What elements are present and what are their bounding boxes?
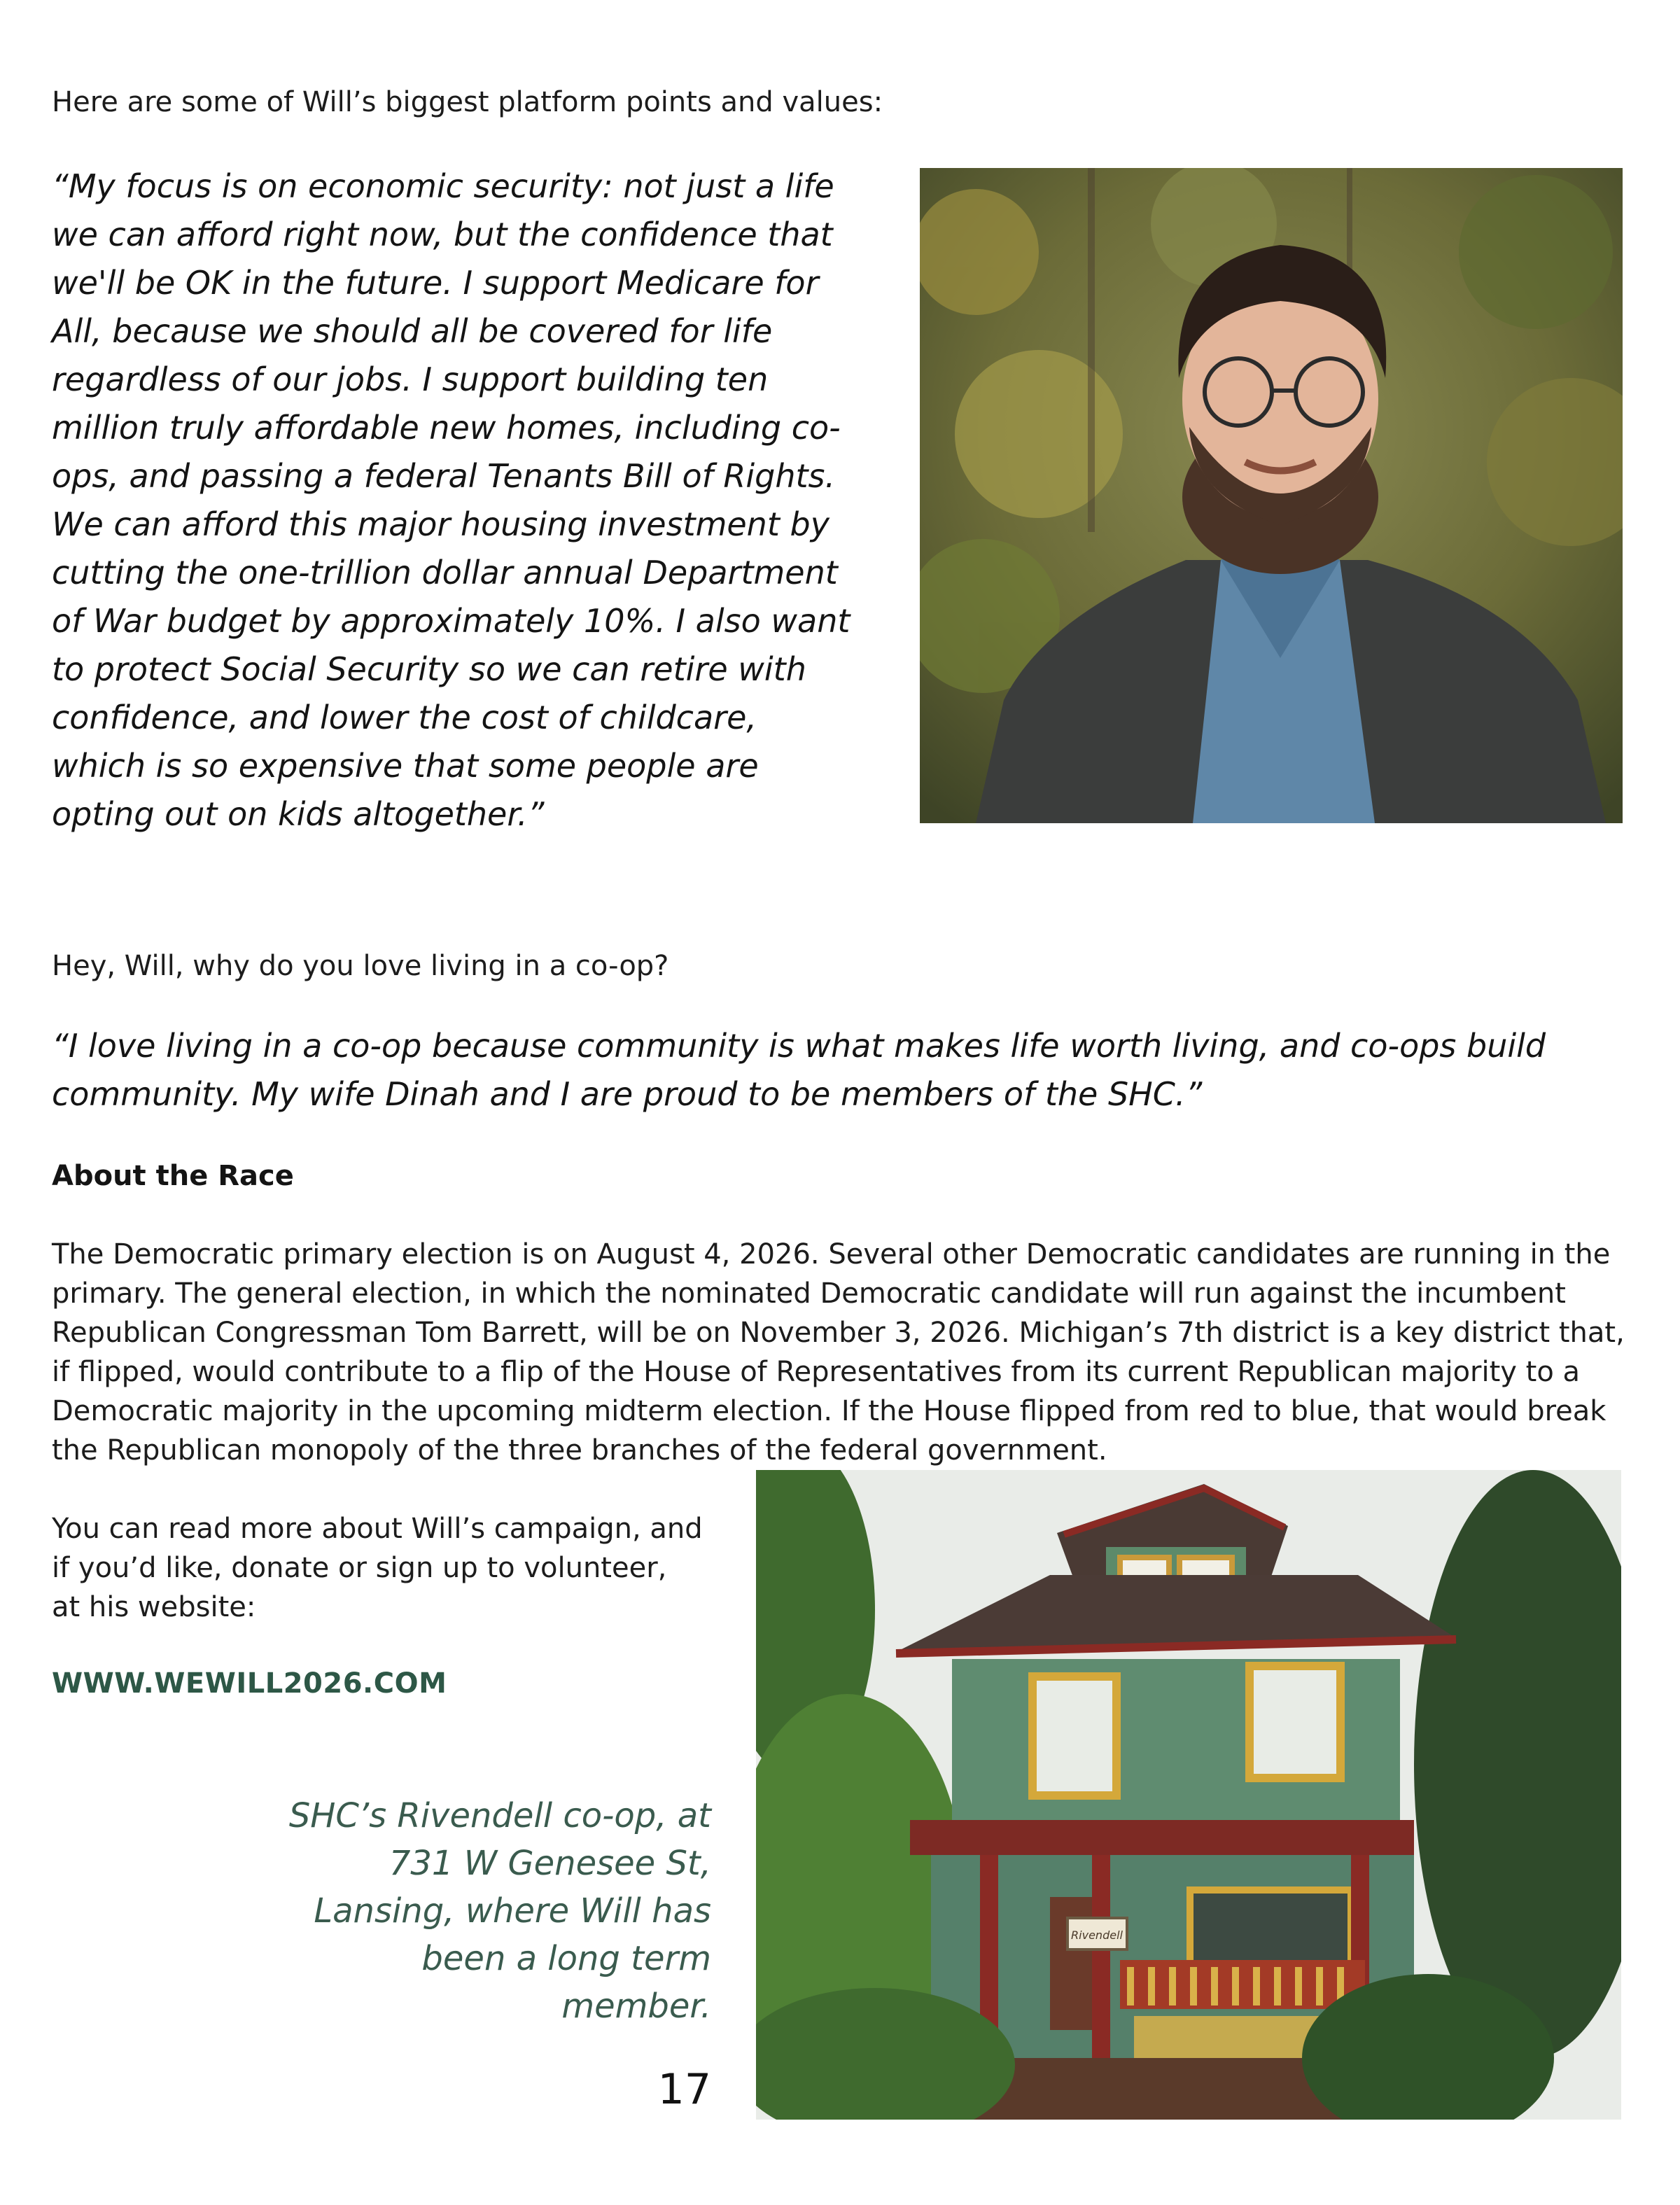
race-heading: About the Race <box>52 1160 294 1192</box>
campaign-website-link[interactable]: WWW.WEWILL2026.COM <box>52 1667 447 1700</box>
read-more-text <box>52 1509 752 1627</box>
house-photo-caption <box>210 1792 711 2030</box>
intro-text: Here are some of Will’s biggest platform points and values: <box>52 86 883 118</box>
read-more-line: at his website: <box>52 1591 256 1623</box>
candidate-portrait-photo <box>920 168 1623 823</box>
caption-line: 731 W Genesee St, <box>388 1844 711 1883</box>
caption-line: SHC’s Rivendell co-op, at <box>288 1796 711 1835</box>
platform-quote: “My focus is on economic security: not just a life we can afford right now, but the confidence that we'll be OK in the future. I support Medicare for All, because we should all be covered for life regardless of our jobs. I support building ten million truly affordable new homes, including co-ops, and passing a federal Tenants Bill of Rights. We can afford this major housing investment by cutting the one-trillion dollar annual Department of War budget by approximately 10%. I also want to protect Social Security so we can retire with confidence, and lower the cost of childcare, which is so expensive that some people are opting out on kids altogether.” <box>52 167 850 833</box>
read-more-line: You can read more about Will’s campaign, and <box>52 1513 703 1545</box>
caption-line: member. <box>561 1987 711 2026</box>
caption-line: been a long term <box>421 1939 711 1978</box>
page-number: 17 <box>657 2065 711 2114</box>
house-sign-text: Rivendell <box>1071 1928 1123 1942</box>
read-more-line: if you’d like, donate or sign up to volunteer, <box>52 1552 667 1584</box>
race-paragraph: The Democratic primary election is on August 4, 2026. Several other Democratic candidates are running in the primary. The general election, in which the nominated Democratic candidate will run against the incumbent Republican Congressman Tom Barrett, will be on November 3, 2026. Michigan’s 7th district is a key district that, if flipped, would contribute to a flip of the House of Representatives from its current Republican majority to a Democratic majority in the upcoming midterm election. If the House flipped from red to blue, that would break the Republican monopoly of the three branches of the federal government. <box>52 1238 1625 1466</box>
caption-line: Lansing, where Will has <box>314 1891 711 1931</box>
coop-quote: “I love living in a co-op because community is what makes life worth living, and co-ops build community. My wife Dinah and I are proud to be members of the SHC.” <box>52 1027 1546 1113</box>
coop-question: Hey, Will, why do you love living in a co-op? <box>52 950 669 982</box>
rivendell-coop-house-photo <box>756 1470 1621 2120</box>
